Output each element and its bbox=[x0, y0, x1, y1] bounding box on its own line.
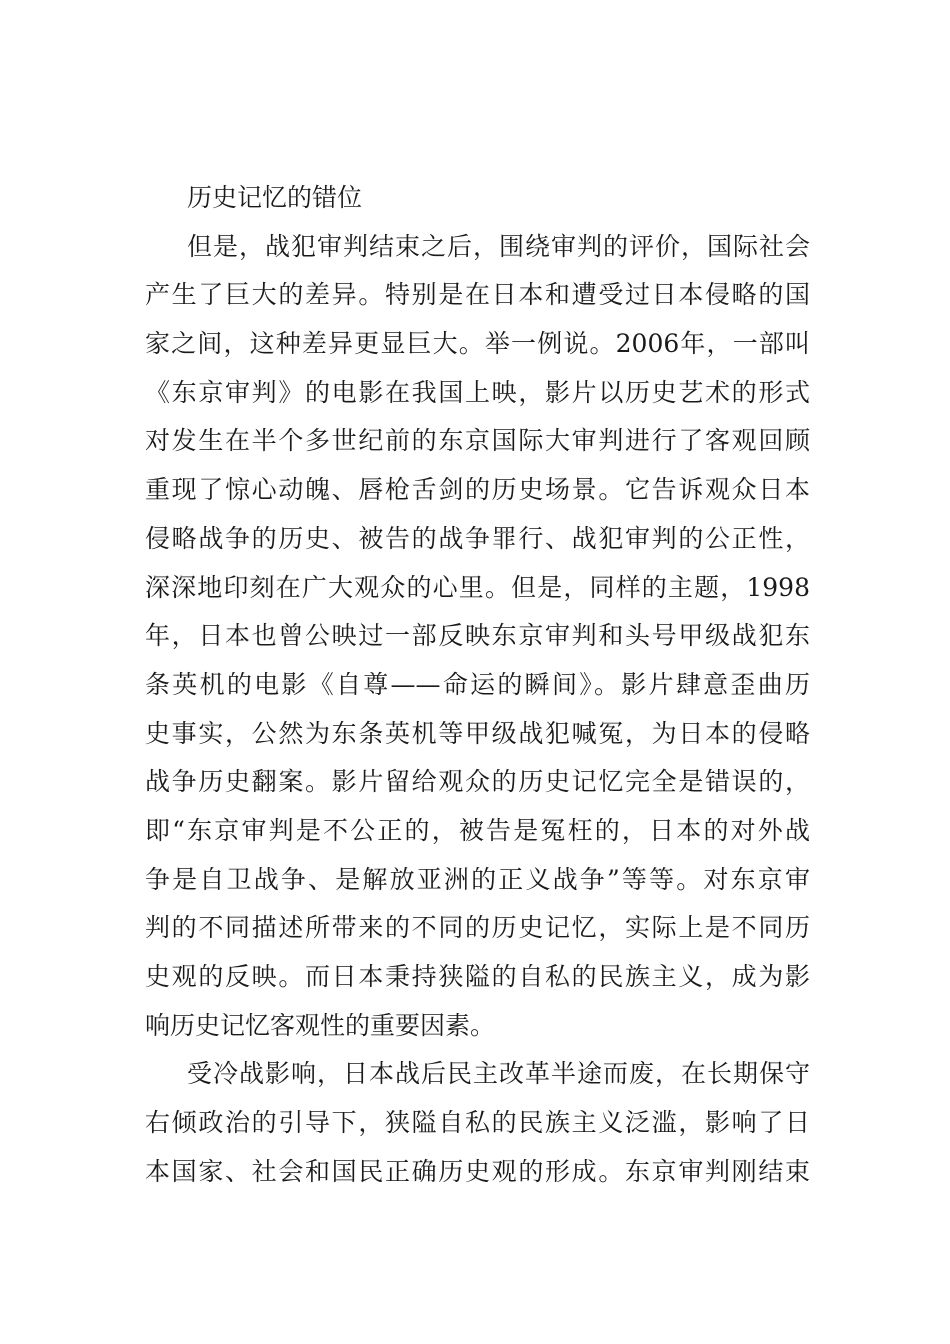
document-body bbox=[145, 176, 810, 1198]
paragraph-line: 史观的反映。而日本秉持狭隘的自私的民族主义，成为影 bbox=[145, 962, 810, 991]
section-heading: 历史记忆的错位 bbox=[187, 183, 363, 212]
paragraph-line: 侵略战争的历史、被告的战争罪行、战犯审判的公正性， bbox=[145, 523, 810, 553]
paragraph-line: 但是，战犯审判结束之后，围绕审判的评价，国际社会 bbox=[187, 231, 810, 261]
paragraph-line: 争是自卫战争、是解放亚洲的正义战争”等等。对东京审 bbox=[145, 864, 810, 894]
paragraph-line: 史事实，公然为东条英机等甲级战犯喊冤，为日本的侵略 bbox=[145, 718, 810, 748]
paragraph-line: 家之间，这种差异更显巨大。举一例说。2006年，一部叫 bbox=[145, 329, 810, 359]
paragraph-line: 条英机的电影《自尊——命运的瞬间》。影片肆意歪曲历 bbox=[145, 669, 810, 699]
paragraph-line: 《东京审判》的电影在我国上映，影片以历史艺术的形式 bbox=[145, 377, 810, 407]
paragraph-line: 战争历史翻案。影片留给观众的历史记忆完全是错误的， bbox=[145, 767, 810, 797]
paragraph-line: 深深地印刻在广大观众的心里。但是，同样的主题，1998 bbox=[145, 572, 810, 602]
paragraph-line: 重现了惊心动魄、唇枪舌剑的历史场景。它告诉观众日本 bbox=[145, 475, 810, 505]
paragraph-line: 响历史记忆客观性的重要因素。 bbox=[145, 1010, 496, 1040]
paragraph-line: 右倾政治的引导下，狭隘自私的民族主义泛滥，影响了日 bbox=[145, 1108, 810, 1138]
paragraph-line: 产生了巨大的差异。特别是在日本和遭受过日本侵略的国 bbox=[145, 280, 810, 310]
paragraph-line: 对发生在半个多世纪前的东京国际大审判进行了客观回顾 bbox=[145, 426, 810, 456]
paragraph-line: 年，日本也曾公映过一部反映东京审判和头号甲级战犯东 bbox=[145, 621, 810, 651]
paragraph-line: 即“东京审判是不公正的，被告是冤枉的，日本的对外战 bbox=[145, 815, 810, 845]
paragraph-line: 受冷战影响，日本战后民主改革半途而废，在长期保守 bbox=[187, 1059, 810, 1089]
paragraph-line: 判的不同描述所带来的不同的历史记忆，实际上是不同历 bbox=[145, 913, 810, 943]
paragraph-line: 本国家、社会和国民正确历史观的形成。东京审判刚结束 bbox=[145, 1156, 810, 1186]
